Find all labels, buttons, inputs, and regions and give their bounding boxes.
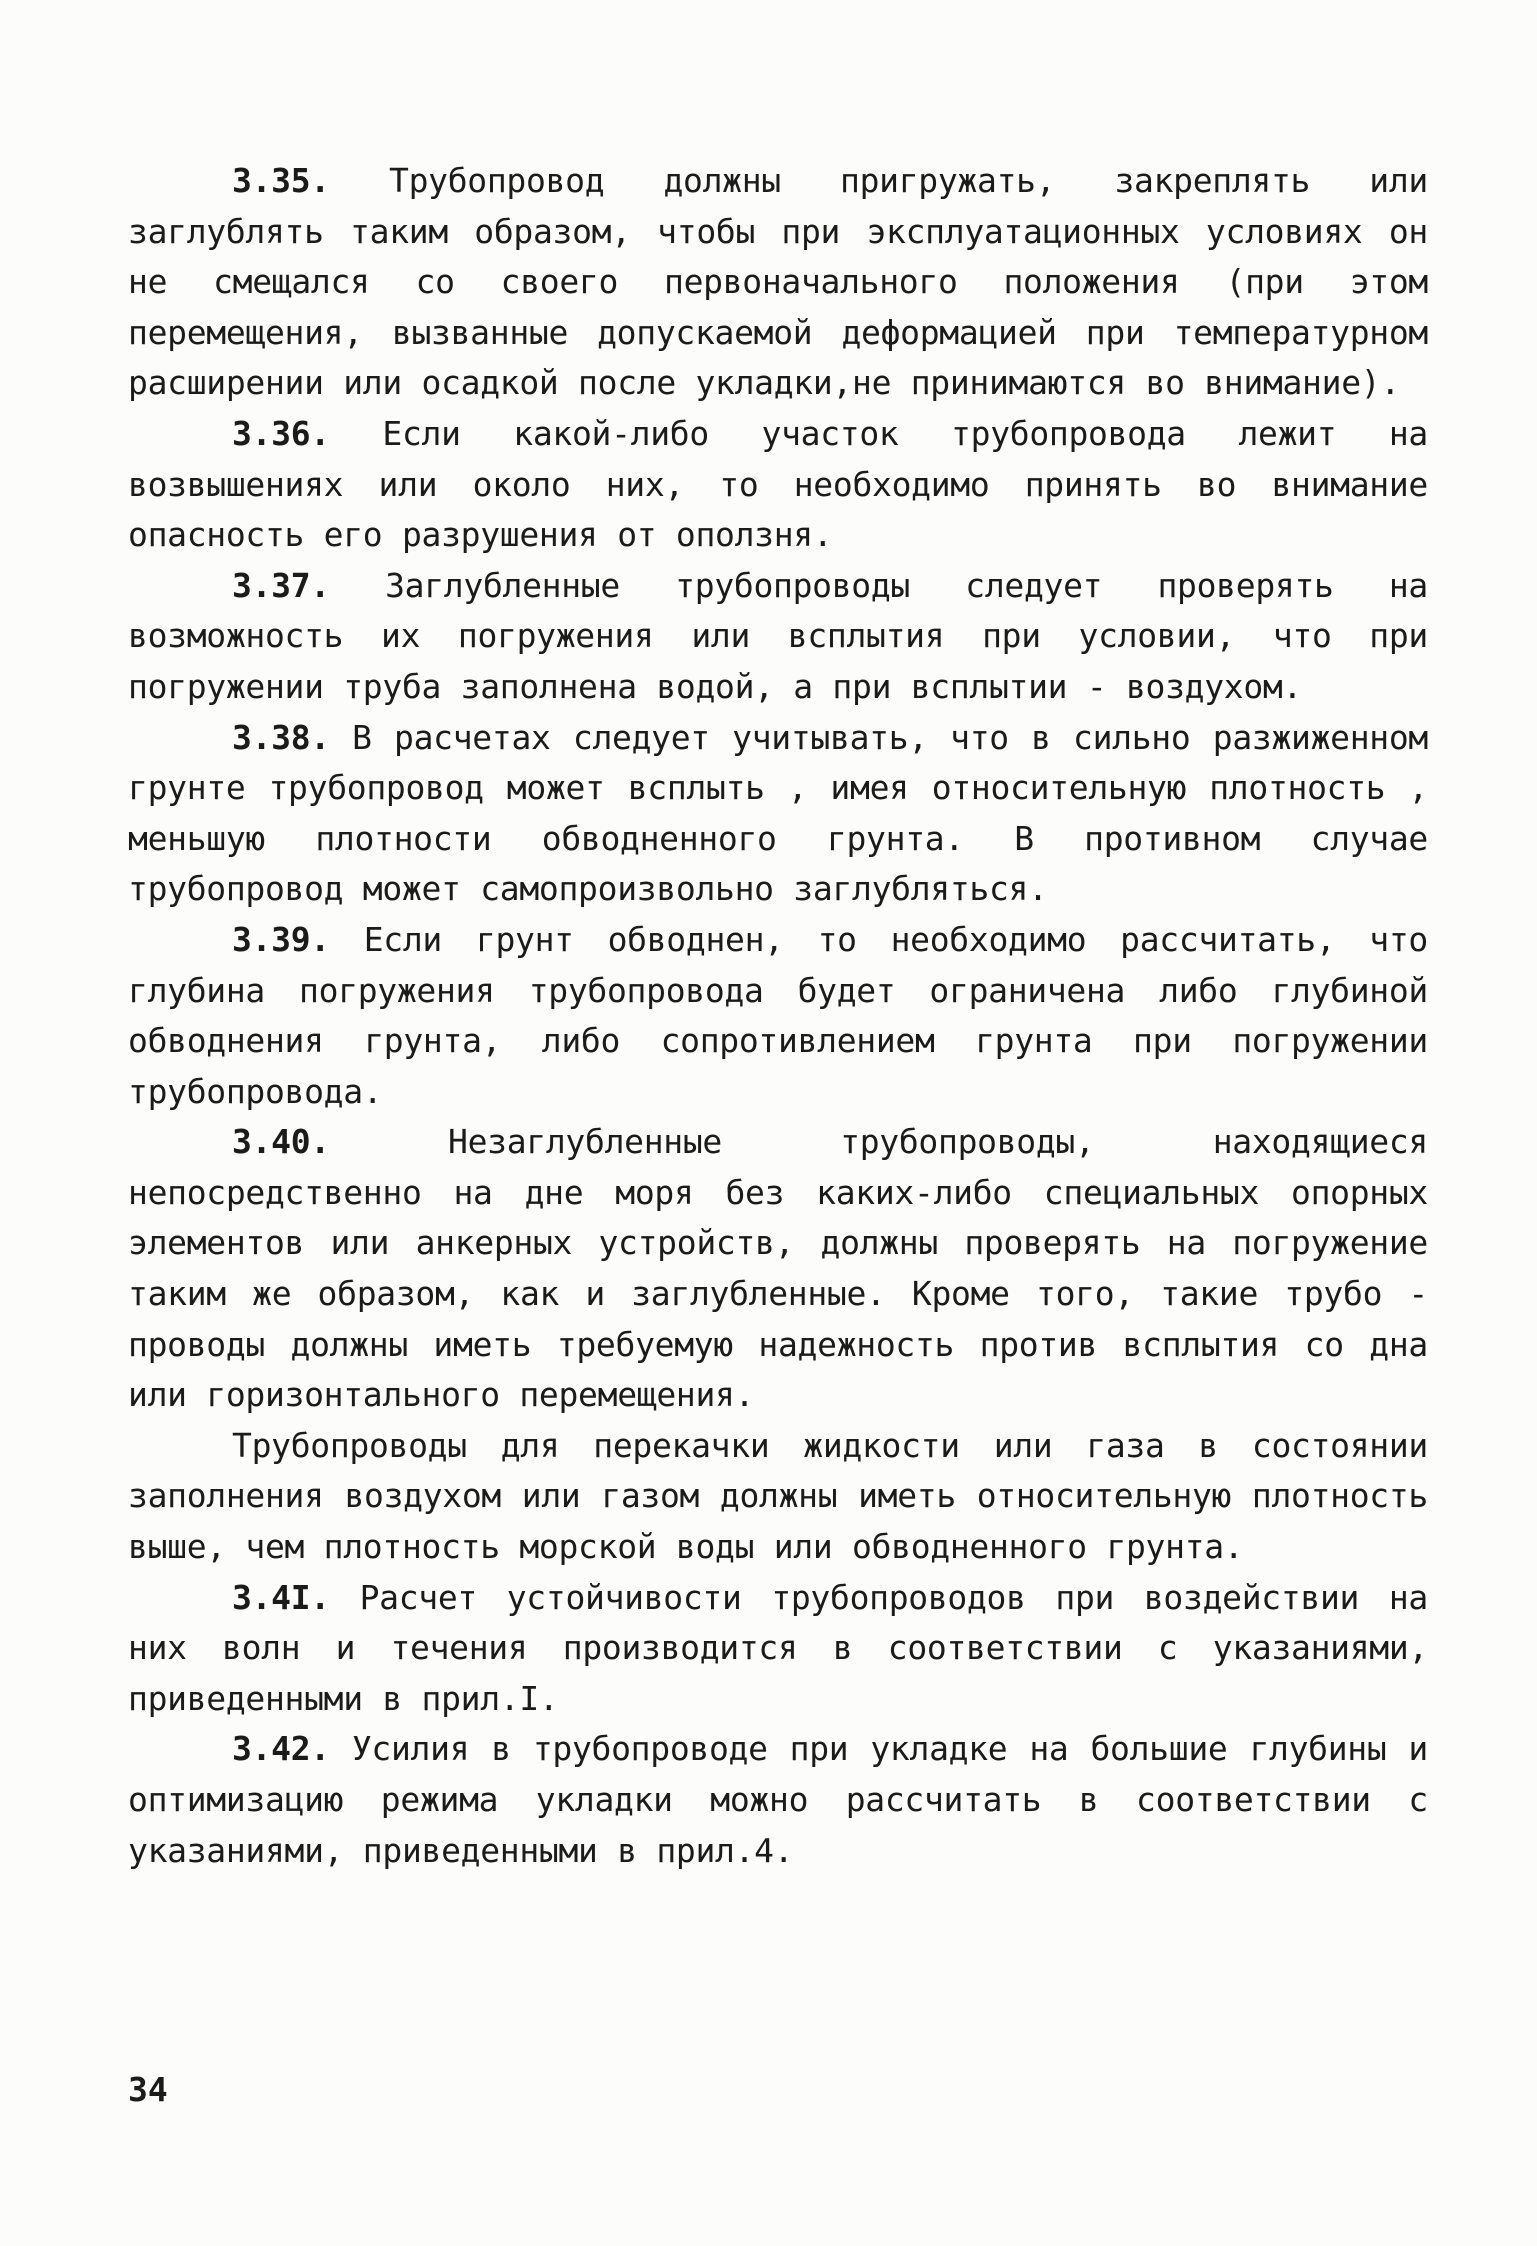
paragraph-3-40-continued: [128, 1421, 1428, 1573]
paragraph-3-41: [128, 1573, 1428, 1725]
paragraph-number: 3.38.: [232, 717, 330, 757]
paragraph-3-36: [128, 409, 1428, 561]
paragraph-3-38: [128, 713, 1428, 915]
paragraph-number: 3.39.: [232, 919, 330, 959]
paragraph-number: 3.35.: [232, 161, 330, 200]
paragraph-text: В расчетах следует учитывать, что в сильно разжиженном грунте трубопровод может всплыть , имея относительную плотность , меньшую плотности обводненного грунта. В противном случае трубопровод может самопроизвольно заглубляться.: [128, 717, 1428, 909]
paragraph-text: Если какой-либо участок трубопровода лежит на возвышениях или около них, то необходимо принять во внимание опасность его разрушения от оползня.: [128, 413, 1428, 555]
paragraph-number: 3.4I.: [232, 1577, 330, 1617]
paragraph-3-35: [128, 156, 1428, 409]
paragraph-text: Усилия в трубопроводе при укладке на большие глубины и оптимизацию режима укладки можно рассчитать в соответствии с указаниями, приведенными в прил.4.: [128, 1729, 1429, 1870]
paragraph-number: 3.40.: [232, 1122, 330, 1162]
document-body: [128, 156, 1428, 1876]
paragraph-3-42: [128, 1724, 1428, 1876]
paragraph-3-40: [128, 1117, 1428, 1421]
paragraph-text: Трубопровод должны пригружать, закреплять или заглублять таким образом, чтобы при эксплуатационных условиях он не смещался со своего первоначального положения (при этом перемещения, вызванные допускаемой деформацией при температурном расширении или осадкой после укладки,не принимаются во внимание).: [128, 161, 1429, 403]
paragraph-text: Незаглубленные трубопроводы, находящиеся непосредственно на дне моря без каких-либо специальных опорных элементов или анкерных устройств, должны проверять на погружение таким же образом, как и заглубленные. Кроме того, такие трубо - проводы должны иметь требуемую надежность против всплытия со дна или горизонтального перемещения.: [128, 1122, 1428, 1415]
paragraph-3-39: [128, 915, 1428, 1117]
paragraph-text: Если грунт обводнен, то необходимо рассчитать, что глубина погружения трубопровода будет ограничена либо глубиной обводнения грунта, либо сопротивлением грунта при погружении трубопровода.: [128, 919, 1428, 1111]
paragraph-number: 3.37.: [232, 565, 330, 605]
paragraph-number: 3.36.: [232, 413, 330, 453]
paragraph-number: 3.42.: [232, 1729, 330, 1769]
paragraph-3-37: [128, 561, 1428, 713]
paragraph-text: Заглубленные трубопроводы следует проверять на возможность их погружения или всплытия при условии, что при погружении труба заполнена водой, а при всплытии - воздухом.: [128, 565, 1428, 706]
paragraph-text: Расчет устойчивости трубопроводов при воздействии на них волн и течения производится в соответствии с указаниями, приведенными в прил.I.: [128, 1577, 1428, 1718]
paragraph-text: Трубопроводы для перекачки жидкости или газа в состоянии заполнения воздухом или газом должны иметь относительную плотность выше, чем плотность морской воды или обводненного грунта.: [128, 1425, 1428, 1567]
page-number: 34: [128, 2070, 168, 2109]
